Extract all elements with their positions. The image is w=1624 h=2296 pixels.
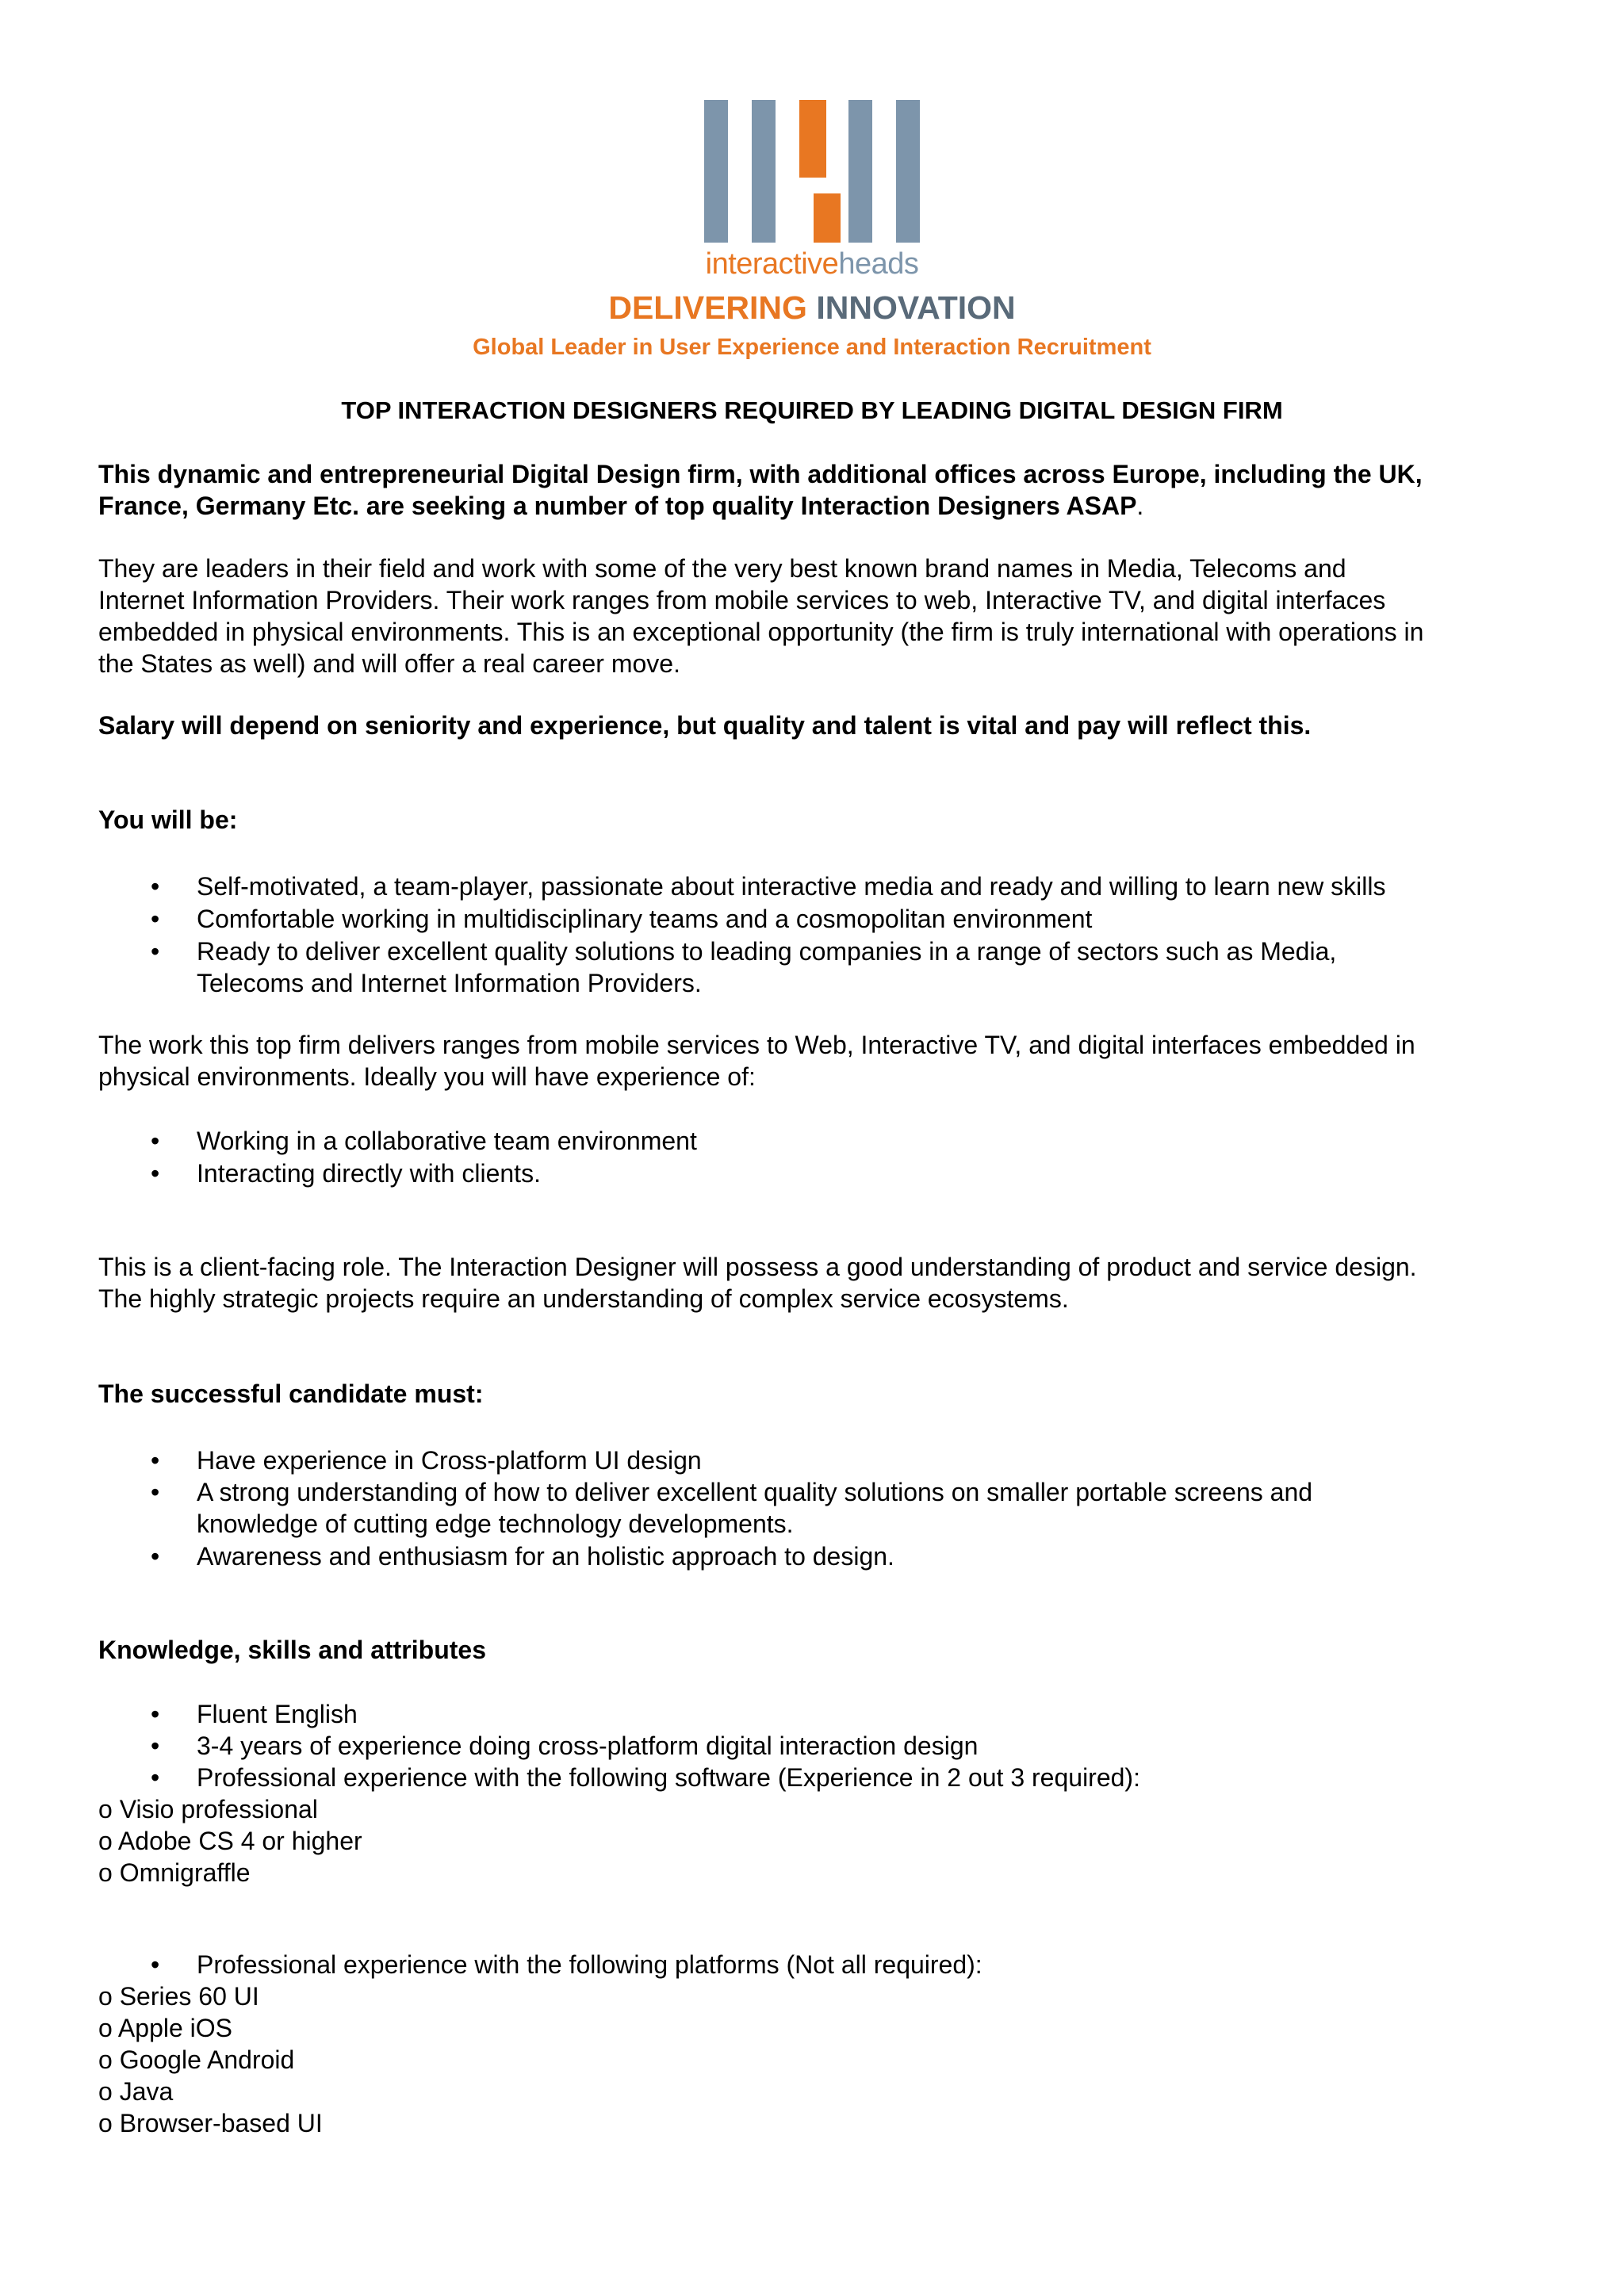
bullet: • — [151, 1127, 160, 1155]
software-item: o Adobe CS 4 or higher — [98, 1827, 362, 1855]
platform-item: o Browser-based UI — [98, 2109, 323, 2137]
bullet: • — [151, 1478, 160, 1506]
list-item-continued: Telecoms and Internet Information Providers. — [197, 969, 702, 997]
platform-item: o Series 60 UI — [98, 1982, 259, 2011]
logo-wordmark: interactiveheads — [705, 247, 919, 281]
list-item: Self-motivated, a team-player, passionate about interactive media and ready and willing to learn new skills — [197, 872, 1386, 901]
bullet: • — [151, 1732, 160, 1760]
list-item: Interacting directly with clients. — [197, 1159, 541, 1188]
client-role-line-1: This is a client-facing role. The Interaction Designer will possess a good understanding of product and service design. — [98, 1253, 1417, 1281]
client-role-line-2: The highly strategic projects require an understanding of complex service ecosystems. — [98, 1284, 1069, 1313]
software-item: o Omnigraffle — [98, 1858, 251, 1887]
platform-item: o Google Android — [98, 2045, 295, 2074]
list-item: A strong understanding of how to deliver excellent quality solutions on smaller portable screens and — [197, 1478, 1313, 1506]
bullet: • — [151, 905, 160, 933]
skills-heading: Knowledge, skills and attributes — [98, 1636, 486, 1664]
list-item: Professional experience with the following software (Experience in 2 out 3 required): — [197, 1763, 1140, 1792]
intro-line-2: France, Germany Etc. are seeking a number of top quality Interaction Designers ASAP. — [98, 492, 1144, 520]
list-item: Comfortable working in multidisciplinary teams and a cosmopolitan environment — [197, 905, 1093, 933]
list-item: 3-4 years of experience doing cross-platform digital interaction design — [197, 1732, 979, 1760]
about-line-2: Internet Information Providers. Their work ranges from mobile services to web, Interactive TV, and digital interfaces — [98, 586, 1386, 614]
work-line-1: The work this top firm delivers ranges from mobile services to Web, Interactive TV, and digital interfaces embedded in — [98, 1031, 1415, 1059]
about-line-3: embedded in physical environments. This is an exceptional opportunity (the firm is truly international with operations in — [98, 618, 1424, 646]
work-line-2: physical environments. Ideally you will have experience of: — [98, 1062, 756, 1091]
platform-item: o Java — [98, 2077, 174, 2106]
bullet: • — [151, 872, 160, 901]
list-item: Professional experience with the following platforms (Not all required): — [197, 1950, 982, 1979]
bullet: • — [151, 1700, 160, 1728]
list-item: Awareness and enthusiasm for an holistic approach to design. — [197, 1542, 894, 1571]
bullet: • — [151, 1950, 160, 1979]
salary-statement: Salary will depend on seniority and experience, but quality and talent is vital and pay will reflect this. — [98, 711, 1312, 740]
about-line-1: They are leaders in their field and work with some of the very best known brand names in Media, Telecoms and — [98, 554, 1346, 583]
bullet: • — [151, 1763, 160, 1792]
list-item: Have experience in Cross-platform UI design — [197, 1446, 702, 1475]
bullet: • — [151, 1446, 160, 1475]
candidate-heading: The successful candidate must: — [98, 1380, 484, 1408]
bullet: • — [151, 937, 160, 966]
intro-line-1: This dynamic and entrepreneurial Digital Design firm, with additional offices across Europe, including the UK, — [98, 460, 1423, 488]
about-line-4: the States as well) and will offer a real career move. — [98, 649, 680, 678]
you-will-be-heading: You will be: — [98, 806, 238, 834]
subtagline: Global Leader in User Experience and Interaction Recruitment — [473, 335, 1151, 360]
bullet: • — [151, 1542, 160, 1571]
list-item: Fluent English — [197, 1700, 358, 1728]
list-item-continued: knowledge of cutting edge technology developments. — [197, 1510, 794, 1538]
list-item: Ready to deliver excellent quality solutions to leading companies in a range of sectors such as Media, — [197, 937, 1337, 966]
job-headline: TOP INTERACTION DESIGNERS REQUIRED BY LEADING DIGITAL DESIGN FIRM — [341, 396, 1283, 424]
software-item: o Visio professional — [98, 1795, 318, 1823]
platform-item: o Apple iOS — [98, 2014, 232, 2042]
list-item: Working in a collaborative team environment — [197, 1127, 697, 1155]
tagline: DELIVERING INNOVATION — [608, 289, 1016, 326]
bullet: • — [151, 1159, 160, 1188]
